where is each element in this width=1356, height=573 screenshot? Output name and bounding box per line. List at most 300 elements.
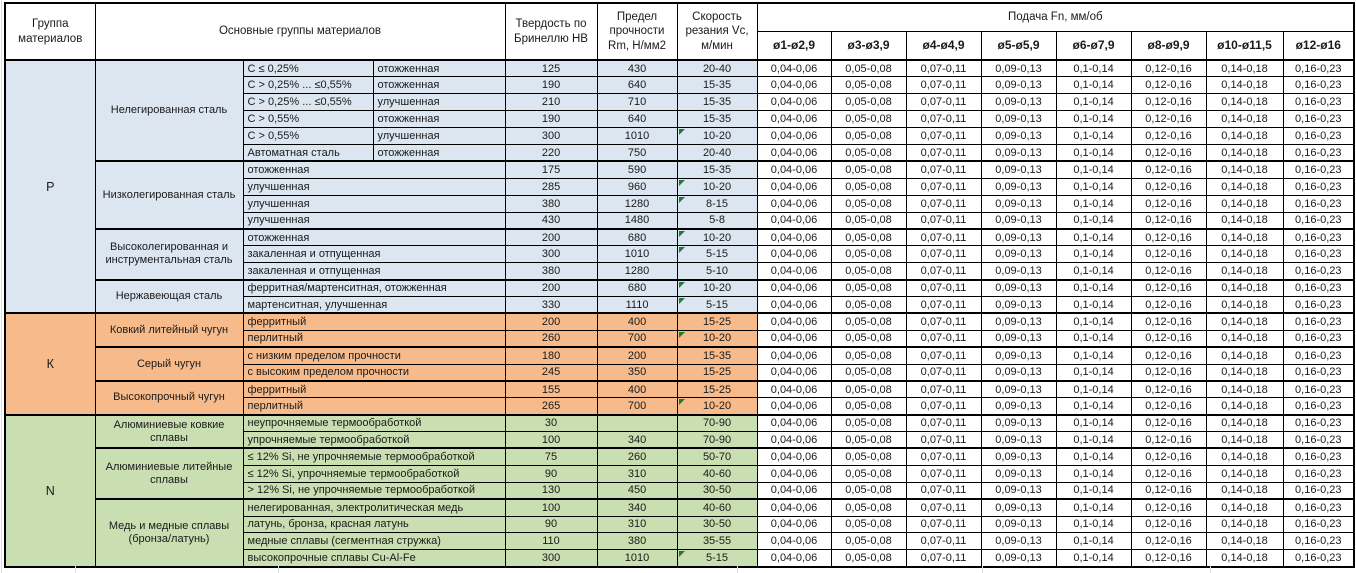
hb-cell[interactable]: 125 xyxy=(505,60,597,77)
material-group-cell[interactable]: Нержавеющая сталь xyxy=(95,280,243,314)
material-desc-cell[interactable]: закаленная и отпущенная xyxy=(243,263,505,280)
feed-cell[interactable]: 0,14-0,18 xyxy=(1206,550,1283,567)
feed-cell[interactable]: 0,12-0,16 xyxy=(1131,330,1206,347)
hb-cell[interactable]: 245 xyxy=(505,364,597,381)
vc-cell[interactable]: 10-20 xyxy=(677,229,757,246)
feed-cell[interactable]: 0,14-0,18 xyxy=(1206,533,1283,550)
header-feed-d8[interactable]: ø12-ø16 xyxy=(1283,31,1354,60)
feed-cell[interactable]: 0,16-0,23 xyxy=(1283,296,1354,313)
feed-cell[interactable]: 0,09-0,13 xyxy=(981,313,1056,330)
vc-cell[interactable]: 8-15 xyxy=(677,195,757,212)
material-group-cell[interactable]: Ковкий литейный чугун xyxy=(95,313,243,347)
material-group-cell[interactable]: Высоколегированная и инструментальная сталь xyxy=(95,229,243,280)
header-vc-col[interactable]: Скорость резания Vc, м/мин xyxy=(677,3,757,60)
feed-cell[interactable]: 0,14-0,18 xyxy=(1206,128,1283,145)
feed-cell[interactable]: 0,09-0,13 xyxy=(981,550,1056,567)
feed-cell[interactable]: 0,05-0,08 xyxy=(831,465,906,482)
feed-cell[interactable]: 0,16-0,23 xyxy=(1283,432,1354,449)
rm-cell[interactable]: 380 xyxy=(597,533,677,550)
feed-cell[interactable]: 0,14-0,18 xyxy=(1206,111,1283,128)
feed-cell[interactable]: 0,09-0,13 xyxy=(981,178,1056,195)
feed-cell[interactable]: 0,05-0,08 xyxy=(831,330,906,347)
vc-cell[interactable]: 5-8 xyxy=(677,212,757,229)
rm-cell[interactable]: 310 xyxy=(597,516,677,533)
material-desc-cell[interactable]: перлитный xyxy=(243,398,505,415)
rm-cell[interactable]: 400 xyxy=(597,381,677,398)
feed-cell[interactable]: 0,05-0,08 xyxy=(831,533,906,550)
feed-cell[interactable]: 0,07-0,11 xyxy=(906,111,981,128)
feed-cell[interactable]: 0,04-0,06 xyxy=(757,533,831,550)
feed-cell[interactable]: 0,1-0,14 xyxy=(1056,263,1131,280)
feed-cell[interactable]: 0,16-0,23 xyxy=(1283,381,1354,398)
feed-cell[interactable]: 0,05-0,08 xyxy=(831,161,906,178)
feed-cell[interactable]: 0,16-0,23 xyxy=(1283,94,1354,111)
feed-cell[interactable]: 0,1-0,14 xyxy=(1056,246,1131,263)
feed-cell[interactable]: 0,04-0,06 xyxy=(757,482,831,499)
feed-cell[interactable]: 0,09-0,13 xyxy=(981,246,1056,263)
material-sub1-cell[interactable]: C > 0,25% ... ≤0,55% xyxy=(243,77,373,94)
feed-cell[interactable]: 0,09-0,13 xyxy=(981,482,1056,499)
feed-cell[interactable]: 0,12-0,16 xyxy=(1131,398,1206,415)
feed-cell[interactable]: 0,05-0,08 xyxy=(831,499,906,516)
feed-cell[interactable]: 0,14-0,18 xyxy=(1206,296,1283,313)
material-desc-cell[interactable]: отожженная xyxy=(243,229,505,246)
rm-cell[interactable]: 400 xyxy=(597,313,677,330)
material-sub2-cell[interactable]: отожженная xyxy=(373,111,505,128)
material-desc-cell[interactable]: > 12% Si, не упрочняемые термообработкой xyxy=(243,482,505,499)
hb-cell[interactable]: 155 xyxy=(505,381,597,398)
rm-cell[interactable]: 1010 xyxy=(597,128,677,145)
rm-cell[interactable]: 960 xyxy=(597,178,677,195)
feed-cell[interactable]: 0,07-0,11 xyxy=(906,178,981,195)
hb-cell[interactable]: 90 xyxy=(505,516,597,533)
feed-cell[interactable]: 0,16-0,23 xyxy=(1283,212,1354,229)
material-sub2-cell[interactable]: отожженная xyxy=(373,60,505,77)
material-sub2-cell[interactable]: улучшенная xyxy=(373,94,505,111)
vc-cell[interactable]: 40-60 xyxy=(677,499,757,516)
feed-cell[interactable]: 0,1-0,14 xyxy=(1056,448,1131,465)
feed-cell[interactable]: 0,12-0,16 xyxy=(1131,94,1206,111)
feed-cell[interactable]: 0,05-0,08 xyxy=(831,246,906,263)
feed-cell[interactable]: 0,1-0,14 xyxy=(1056,178,1131,195)
hb-cell[interactable]: 110 xyxy=(505,533,597,550)
hb-cell[interactable]: 190 xyxy=(505,111,597,128)
feed-cell[interactable]: 0,1-0,14 xyxy=(1056,398,1131,415)
feed-cell[interactable]: 0,04-0,06 xyxy=(757,195,831,212)
feed-cell[interactable]: 0,07-0,11 xyxy=(906,398,981,415)
vc-cell[interactable]: 10-20 xyxy=(677,398,757,415)
feed-cell[interactable]: 0,1-0,14 xyxy=(1056,347,1131,364)
feed-cell[interactable]: 0,16-0,23 xyxy=(1283,263,1354,280)
feed-cell[interactable]: 0,05-0,08 xyxy=(831,347,906,364)
feed-cell[interactable]: 0,09-0,13 xyxy=(981,330,1056,347)
feed-cell[interactable]: 0,1-0,14 xyxy=(1056,381,1131,398)
feed-cell[interactable]: 0,1-0,14 xyxy=(1056,550,1131,567)
rm-cell[interactable]: 640 xyxy=(597,111,677,128)
feed-cell[interactable]: 0,04-0,06 xyxy=(757,178,831,195)
vc-cell[interactable]: 40-60 xyxy=(677,465,757,482)
feed-cell[interactable]: 0,12-0,16 xyxy=(1131,415,1206,432)
feed-cell[interactable]: 0,07-0,11 xyxy=(906,313,981,330)
feed-cell[interactable]: 0,1-0,14 xyxy=(1056,94,1131,111)
hb-cell[interactable]: 430 xyxy=(505,212,597,229)
feed-cell[interactable]: 0,04-0,06 xyxy=(757,77,831,94)
feed-cell[interactable]: 0,07-0,11 xyxy=(906,195,981,212)
feed-cell[interactable]: 0,05-0,08 xyxy=(831,280,906,297)
rm-cell[interactable] xyxy=(597,415,677,432)
rm-cell[interactable]: 1280 xyxy=(597,195,677,212)
feed-cell[interactable]: 0,04-0,06 xyxy=(757,432,831,449)
feed-cell[interactable]: 0,12-0,16 xyxy=(1131,280,1206,297)
feed-cell[interactable]: 0,12-0,16 xyxy=(1131,60,1206,77)
feed-cell[interactable]: 0,04-0,06 xyxy=(757,347,831,364)
material-group-cell[interactable]: Низколегированная сталь xyxy=(95,161,243,229)
feed-cell[interactable]: 0,16-0,23 xyxy=(1283,313,1354,330)
feed-cell[interactable]: 0,04-0,06 xyxy=(757,381,831,398)
feed-cell[interactable]: 0,09-0,13 xyxy=(981,381,1056,398)
feed-cell[interactable]: 0,05-0,08 xyxy=(831,111,906,128)
feed-cell[interactable]: 0,12-0,16 xyxy=(1131,212,1206,229)
feed-cell[interactable]: 0,12-0,16 xyxy=(1131,161,1206,178)
feed-cell[interactable]: 0,04-0,06 xyxy=(757,499,831,516)
feed-cell[interactable]: 0,14-0,18 xyxy=(1206,195,1283,212)
feed-cell[interactable]: 0,05-0,08 xyxy=(831,178,906,195)
feed-cell[interactable]: 0,14-0,18 xyxy=(1206,499,1283,516)
header-feed-d2[interactable]: ø3-ø3,9 xyxy=(831,31,906,60)
feed-cell[interactable]: 0,09-0,13 xyxy=(981,415,1056,432)
feed-cell[interactable]: 0,07-0,11 xyxy=(906,60,981,77)
feed-cell[interactable]: 0,04-0,06 xyxy=(757,60,831,77)
feed-cell[interactable]: 0,09-0,13 xyxy=(981,280,1056,297)
feed-cell[interactable]: 0,09-0,13 xyxy=(981,195,1056,212)
feed-cell[interactable]: 0,07-0,11 xyxy=(906,263,981,280)
hb-cell[interactable]: 265 xyxy=(505,398,597,415)
feed-cell[interactable]: 0,16-0,23 xyxy=(1283,516,1354,533)
feed-cell[interactable]: 0,12-0,16 xyxy=(1131,465,1206,482)
feed-cell[interactable]: 0,1-0,14 xyxy=(1056,364,1131,381)
feed-cell[interactable]: 0,12-0,16 xyxy=(1131,533,1206,550)
feed-cell[interactable]: 0,1-0,14 xyxy=(1056,482,1131,499)
feed-cell[interactable]: 0,14-0,18 xyxy=(1206,144,1283,161)
rm-cell[interactable]: 1280 xyxy=(597,263,677,280)
material-sub2-cell[interactable]: улучшенная xyxy=(373,128,505,145)
feed-cell[interactable]: 0,09-0,13 xyxy=(981,448,1056,465)
rm-cell[interactable]: 340 xyxy=(597,499,677,516)
feed-cell[interactable]: 0,1-0,14 xyxy=(1056,432,1131,449)
feed-cell[interactable]: 0,1-0,14 xyxy=(1056,280,1131,297)
feed-cell[interactable]: 0,09-0,13 xyxy=(981,161,1056,178)
feed-cell[interactable]: 0,05-0,08 xyxy=(831,229,906,246)
hb-cell[interactable]: 30 xyxy=(505,415,597,432)
group-code-cell[interactable]: К xyxy=(5,313,95,414)
vc-cell[interactable]: 10-20 xyxy=(677,128,757,145)
vc-cell[interactable]: 20-40 xyxy=(677,144,757,161)
feed-cell[interactable]: 0,09-0,13 xyxy=(981,347,1056,364)
feed-cell[interactable]: 0,09-0,13 xyxy=(981,432,1056,449)
hb-cell[interactable]: 210 xyxy=(505,94,597,111)
feed-cell[interactable]: 0,04-0,06 xyxy=(757,229,831,246)
material-desc-cell[interactable]: ферритный xyxy=(243,313,505,330)
feed-cell[interactable]: 0,1-0,14 xyxy=(1056,415,1131,432)
header-rm-col[interactable]: Предел прочности Rm, Н/мм2 xyxy=(597,3,677,60)
hb-cell[interactable]: 175 xyxy=(505,161,597,178)
feed-cell[interactable]: 0,1-0,14 xyxy=(1056,296,1131,313)
feed-cell[interactable]: 0,07-0,11 xyxy=(906,128,981,145)
feed-cell[interactable]: 0,12-0,16 xyxy=(1131,263,1206,280)
feed-cell[interactable]: 0,12-0,16 xyxy=(1131,482,1206,499)
feed-cell[interactable]: 0,07-0,11 xyxy=(906,229,981,246)
rm-cell[interactable]: 1010 xyxy=(597,246,677,263)
feed-cell[interactable]: 0,12-0,16 xyxy=(1131,229,1206,246)
feed-cell[interactable]: 0,04-0,06 xyxy=(757,448,831,465)
feed-cell[interactable]: 0,16-0,23 xyxy=(1283,77,1354,94)
feed-cell[interactable]: 0,05-0,08 xyxy=(831,77,906,94)
vc-cell[interactable]: 5-15 xyxy=(677,296,757,313)
feed-cell[interactable]: 0,05-0,08 xyxy=(831,128,906,145)
feed-cell[interactable]: 0,12-0,16 xyxy=(1131,448,1206,465)
hb-cell[interactable]: 220 xyxy=(505,144,597,161)
vc-cell[interactable]: 30-50 xyxy=(677,516,757,533)
group-code-cell[interactable]: N xyxy=(5,415,95,567)
feed-cell[interactable]: 0,16-0,23 xyxy=(1283,364,1354,381)
feed-cell[interactable]: 0,07-0,11 xyxy=(906,465,981,482)
feed-cell[interactable]: 0,09-0,13 xyxy=(981,398,1056,415)
material-sub1-cell[interactable]: C ≤ 0,25% xyxy=(243,60,373,77)
feed-cell[interactable]: 0,07-0,11 xyxy=(906,364,981,381)
feed-cell[interactable]: 0,07-0,11 xyxy=(906,550,981,567)
material-group-cell[interactable]: Медь и медные сплавы (бронза/латунь) xyxy=(95,499,243,567)
rm-cell[interactable]: 350 xyxy=(597,364,677,381)
material-desc-cell[interactable]: с низким пределом прочности xyxy=(243,347,505,364)
feed-cell[interactable]: 0,07-0,11 xyxy=(906,212,981,229)
header-main-col[interactable]: Основные группы материалов xyxy=(95,3,505,60)
feed-cell[interactable]: 0,09-0,13 xyxy=(981,212,1056,229)
material-desc-cell[interactable]: медные сплавы (сегментная стружка) xyxy=(243,533,505,550)
feed-cell[interactable]: 0,16-0,23 xyxy=(1283,465,1354,482)
feed-cell[interactable]: 0,14-0,18 xyxy=(1206,465,1283,482)
material-desc-cell[interactable]: упрочняемые термообработкой xyxy=(243,432,505,449)
header-feed-d5[interactable]: ø6-ø7,9 xyxy=(1056,31,1131,60)
feed-cell[interactable]: 0,1-0,14 xyxy=(1056,128,1131,145)
feed-cell[interactable]: 0,14-0,18 xyxy=(1206,448,1283,465)
feed-cell[interactable]: 0,12-0,16 xyxy=(1131,178,1206,195)
vc-cell[interactable]: 5-10 xyxy=(677,263,757,280)
material-group-cell[interactable]: Алюминиевые литейные сплавы xyxy=(95,448,243,499)
vc-cell[interactable]: 15-35 xyxy=(677,161,757,178)
feed-cell[interactable]: 0,14-0,18 xyxy=(1206,60,1283,77)
feed-cell[interactable]: 0,16-0,23 xyxy=(1283,229,1354,246)
feed-cell[interactable]: 0,1-0,14 xyxy=(1056,161,1131,178)
hb-cell[interactable]: 200 xyxy=(505,229,597,246)
feed-cell[interactable]: 0,04-0,06 xyxy=(757,415,831,432)
header-feed-d7[interactable]: ø10-ø11,5 xyxy=(1206,31,1283,60)
feed-cell[interactable]: 0,1-0,14 xyxy=(1056,60,1131,77)
material-desc-cell[interactable]: ферритный xyxy=(243,381,505,398)
hb-cell[interactable]: 380 xyxy=(505,195,597,212)
feed-cell[interactable]: 0,14-0,18 xyxy=(1206,330,1283,347)
feed-cell[interactable]: 0,04-0,06 xyxy=(757,212,831,229)
feed-cell[interactable]: 0,09-0,13 xyxy=(981,364,1056,381)
material-group-cell[interactable]: Высокопрочный чугун xyxy=(95,381,243,415)
vc-cell[interactable]: 15-35 xyxy=(677,347,757,364)
feed-cell[interactable]: 0,12-0,16 xyxy=(1131,364,1206,381)
hb-cell[interactable]: 75 xyxy=(505,448,597,465)
feed-cell[interactable]: 0,12-0,16 xyxy=(1131,432,1206,449)
feed-cell[interactable]: 0,04-0,06 xyxy=(757,330,831,347)
feed-cell[interactable]: 0,04-0,06 xyxy=(757,128,831,145)
material-sub1-cell[interactable]: Автоматная сталь xyxy=(243,144,373,161)
hb-cell[interactable]: 200 xyxy=(505,280,597,297)
feed-cell[interactable]: 0,14-0,18 xyxy=(1206,347,1283,364)
feed-cell[interactable]: 0,14-0,18 xyxy=(1206,364,1283,381)
hb-cell[interactable]: 200 xyxy=(505,313,597,330)
feed-cell[interactable]: 0,04-0,06 xyxy=(757,364,831,381)
feed-cell[interactable]: 0,09-0,13 xyxy=(981,263,1056,280)
feed-cell[interactable]: 0,12-0,16 xyxy=(1131,381,1206,398)
feed-cell[interactable]: 0,16-0,23 xyxy=(1283,195,1354,212)
vc-cell[interactable]: 10-20 xyxy=(677,280,757,297)
material-group-cell[interactable]: Серый чугун xyxy=(95,347,243,381)
feed-cell[interactable]: 0,12-0,16 xyxy=(1131,77,1206,94)
feed-cell[interactable]: 0,16-0,23 xyxy=(1283,448,1354,465)
material-sub1-cell[interactable]: C > 0,55% xyxy=(243,128,373,145)
feed-cell[interactable]: 0,14-0,18 xyxy=(1206,212,1283,229)
feed-cell[interactable]: 0,16-0,23 xyxy=(1283,161,1354,178)
header-group-col[interactable]: Группа материалов xyxy=(5,3,95,60)
feed-cell[interactable]: 0,12-0,16 xyxy=(1131,550,1206,567)
feed-cell[interactable]: 0,1-0,14 xyxy=(1056,144,1131,161)
rm-cell[interactable]: 750 xyxy=(597,144,677,161)
hb-cell[interactable]: 90 xyxy=(505,465,597,482)
material-desc-cell[interactable]: высокопрочные сплавы Cu-Al-Fe xyxy=(243,550,505,567)
material-sub1-cell[interactable]: C > 0,25% ... ≤0,55% xyxy=(243,94,373,111)
feed-cell[interactable]: 0,1-0,14 xyxy=(1056,499,1131,516)
feed-cell[interactable]: 0,05-0,08 xyxy=(831,381,906,398)
feed-cell[interactable]: 0,1-0,14 xyxy=(1056,111,1131,128)
rm-cell[interactable]: 680 xyxy=(597,280,677,297)
feed-cell[interactable]: 0,14-0,18 xyxy=(1206,398,1283,415)
rm-cell[interactable]: 430 xyxy=(597,60,677,77)
group-code-cell[interactable]: P xyxy=(5,60,95,313)
feed-cell[interactable]: 0,16-0,23 xyxy=(1283,550,1354,567)
material-desc-cell[interactable]: улучшенная xyxy=(243,178,505,195)
vc-cell[interactable]: 30-50 xyxy=(677,482,757,499)
feed-cell[interactable]: 0,14-0,18 xyxy=(1206,280,1283,297)
feed-cell[interactable]: 0,12-0,16 xyxy=(1131,246,1206,263)
vc-cell[interactable]: 15-35 xyxy=(677,77,757,94)
feed-cell[interactable]: 0,14-0,18 xyxy=(1206,313,1283,330)
vc-cell[interactable]: 20-40 xyxy=(677,60,757,77)
feed-cell[interactable]: 0,09-0,13 xyxy=(981,516,1056,533)
feed-cell[interactable]: 0,12-0,16 xyxy=(1131,128,1206,145)
hb-cell[interactable]: 285 xyxy=(505,178,597,195)
feed-cell[interactable]: 0,07-0,11 xyxy=(906,448,981,465)
hb-cell[interactable]: 300 xyxy=(505,128,597,145)
feed-cell[interactable]: 0,16-0,23 xyxy=(1283,246,1354,263)
feed-cell[interactable]: 0,12-0,16 xyxy=(1131,499,1206,516)
feed-cell[interactable]: 0,07-0,11 xyxy=(906,161,981,178)
feed-cell[interactable]: 0,05-0,08 xyxy=(831,516,906,533)
feed-cell[interactable]: 0,04-0,06 xyxy=(757,111,831,128)
feed-cell[interactable]: 0,04-0,06 xyxy=(757,550,831,567)
material-desc-cell[interactable]: мартенситная, улучшенная xyxy=(243,296,505,313)
rm-cell[interactable]: 450 xyxy=(597,482,677,499)
rm-cell[interactable]: 640 xyxy=(597,77,677,94)
feed-cell[interactable]: 0,09-0,13 xyxy=(981,111,1056,128)
vc-cell[interactable]: 15-25 xyxy=(677,313,757,330)
feed-cell[interactable]: 0,1-0,14 xyxy=(1056,516,1131,533)
feed-cell[interactable]: 0,16-0,23 xyxy=(1283,415,1354,432)
feed-cell[interactable]: 0,05-0,08 xyxy=(831,212,906,229)
header-feed-d1[interactable]: ø1-ø2,9 xyxy=(757,31,831,60)
feed-cell[interactable]: 0,07-0,11 xyxy=(906,381,981,398)
hb-cell[interactable]: 130 xyxy=(505,482,597,499)
feed-cell[interactable]: 0,05-0,08 xyxy=(831,432,906,449)
feed-cell[interactable]: 0,16-0,23 xyxy=(1283,128,1354,145)
hb-cell[interactable]: 330 xyxy=(505,296,597,313)
material-sub2-cell[interactable]: отожженная xyxy=(373,77,505,94)
material-sub2-cell[interactable]: отожженная xyxy=(373,144,505,161)
rm-cell[interactable]: 1110 xyxy=(597,296,677,313)
feed-cell[interactable]: 0,09-0,13 xyxy=(981,465,1056,482)
feed-cell[interactable]: 0,09-0,13 xyxy=(981,296,1056,313)
feed-cell[interactable]: 0,14-0,18 xyxy=(1206,482,1283,499)
rm-cell[interactable]: 700 xyxy=(597,330,677,347)
feed-cell[interactable]: 0,16-0,23 xyxy=(1283,347,1354,364)
feed-cell[interactable]: 0,05-0,08 xyxy=(831,60,906,77)
feed-cell[interactable]: 0,04-0,06 xyxy=(757,280,831,297)
feed-cell[interactable]: 0,04-0,06 xyxy=(757,465,831,482)
feed-cell[interactable]: 0,1-0,14 xyxy=(1056,465,1131,482)
feed-cell[interactable]: 0,16-0,23 xyxy=(1283,533,1354,550)
feed-cell[interactable]: 0,05-0,08 xyxy=(831,364,906,381)
feed-cell[interactable]: 0,1-0,14 xyxy=(1056,77,1131,94)
hb-cell[interactable]: 380 xyxy=(505,263,597,280)
feed-cell[interactable]: 0,14-0,18 xyxy=(1206,246,1283,263)
feed-cell[interactable]: 0,05-0,08 xyxy=(831,415,906,432)
feed-cell[interactable]: 0,14-0,18 xyxy=(1206,432,1283,449)
material-desc-cell[interactable]: отожженная xyxy=(243,161,505,178)
feed-cell[interactable]: 0,12-0,16 xyxy=(1131,296,1206,313)
feed-cell[interactable]: 0,07-0,11 xyxy=(906,296,981,313)
rm-cell[interactable]: 710 xyxy=(597,94,677,111)
feed-cell[interactable]: 0,1-0,14 xyxy=(1056,195,1131,212)
rm-cell[interactable]: 310 xyxy=(597,465,677,482)
feed-cell[interactable]: 0,09-0,13 xyxy=(981,94,1056,111)
feed-cell[interactable]: 0,05-0,08 xyxy=(831,144,906,161)
feed-cell[interactable]: 0,09-0,13 xyxy=(981,144,1056,161)
feed-cell[interactable]: 0,09-0,13 xyxy=(981,229,1056,246)
feed-cell[interactable]: 0,12-0,16 xyxy=(1131,195,1206,212)
feed-cell[interactable]: 0,1-0,14 xyxy=(1056,212,1131,229)
hb-cell[interactable]: 100 xyxy=(505,432,597,449)
material-group-cell[interactable]: Алюминиевые ковкие сплавы xyxy=(95,415,243,449)
feed-cell[interactable]: 0,14-0,18 xyxy=(1206,263,1283,280)
feed-cell[interactable]: 0,16-0,23 xyxy=(1283,499,1354,516)
hb-cell[interactable]: 300 xyxy=(505,550,597,567)
feed-cell[interactable]: 0,07-0,11 xyxy=(906,347,981,364)
vc-cell[interactable]: 15-25 xyxy=(677,381,757,398)
material-desc-cell[interactable]: ферритная/мартенситная, отожженная xyxy=(243,280,505,297)
feed-cell[interactable]: 0,05-0,08 xyxy=(831,94,906,111)
vc-cell[interactable]: 15-35 xyxy=(677,111,757,128)
feed-cell[interactable]: 0,07-0,11 xyxy=(906,77,981,94)
feed-cell[interactable]: 0,09-0,13 xyxy=(981,533,1056,550)
feed-cell[interactable]: 0,14-0,18 xyxy=(1206,381,1283,398)
feed-cell[interactable]: 0,07-0,11 xyxy=(906,516,981,533)
feed-cell[interactable]: 0,05-0,08 xyxy=(831,263,906,280)
feed-cell[interactable]: 0,04-0,06 xyxy=(757,94,831,111)
